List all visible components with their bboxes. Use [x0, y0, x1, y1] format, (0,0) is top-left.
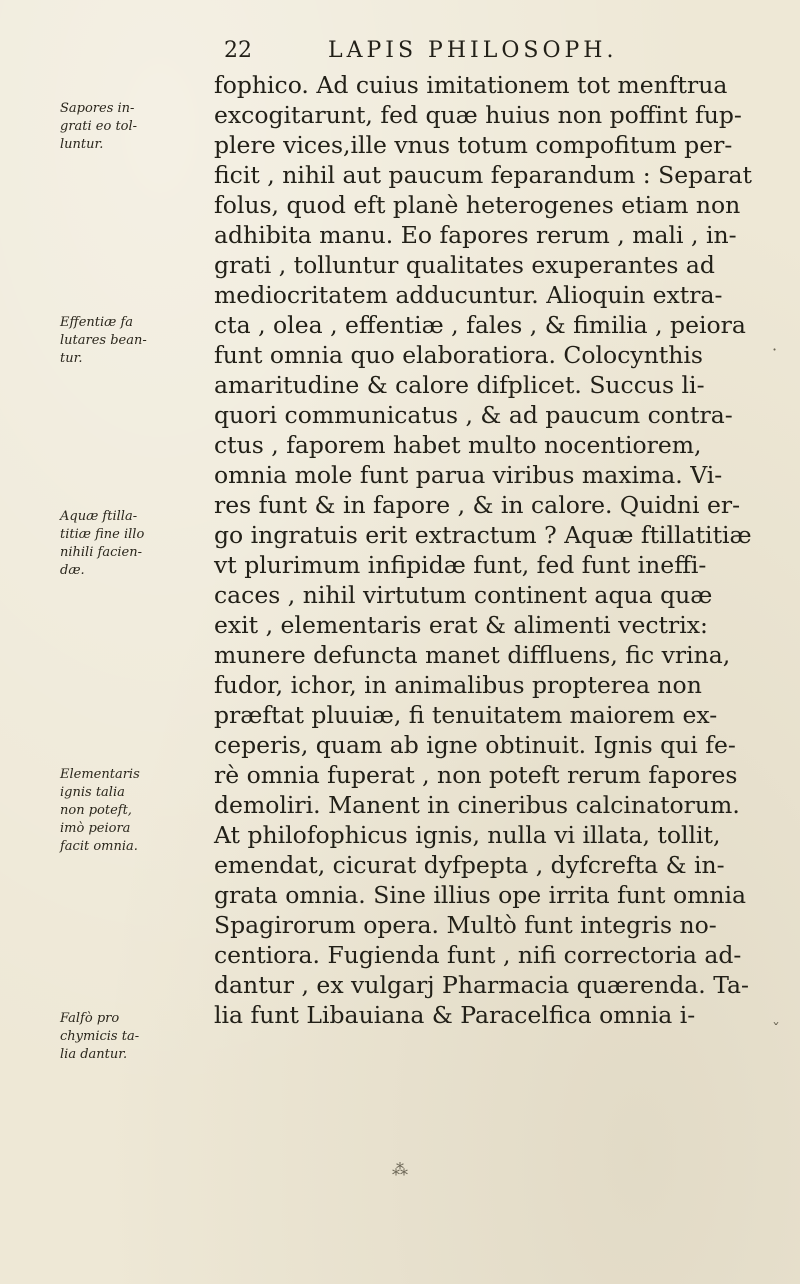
- text-line: mediocritatem adducuntur. Alioquin extra-: [214, 281, 723, 309]
- text-line: fudor, ichor, in animalibus propterea non: [214, 671, 702, 699]
- text-line: caces , nihil virtutum continent aqua quæ: [214, 581, 713, 609]
- text-line: cta , olea , effentiæ , fales , & fimilia , peiora: [214, 311, 746, 339]
- margin-note-line: nihili facien-: [60, 545, 142, 560]
- text-line: fophico. Ad cuius imitationem tot menftrua: [214, 71, 728, 99]
- text-line: emendat, cicurat dyfpepta , dyfcrefta & in-: [214, 851, 725, 879]
- margin-note-line: luntur.: [60, 137, 104, 152]
- text-line: grata omnia. Sine illius ope irrita funt omnia: [214, 881, 747, 909]
- margin-note: [60, 508, 210, 580]
- text-line: grati , tolluntur qualitates exuperantes ad: [214, 251, 715, 279]
- text-line: lia funt Libauiana & Paracelfica omnia i-: [214, 1001, 696, 1029]
- margin-note-line: Aquæ ftilla-: [60, 509, 138, 524]
- text-line: res funt & in fapore , & in calore. Quidni er-: [214, 491, 741, 519]
- margin-note-line: Elementaris: [60, 767, 140, 782]
- text-line: demoliri. Manent in cineribus calcinatorum.: [214, 791, 740, 819]
- text-line: plere vices,ille vnus totum compofitum per-: [214, 131, 733, 159]
- text-line: ceperis, quam ab igne obtinuit. Ignis qui fe-: [214, 731, 736, 759]
- margin-note-line: Sapores in-: [60, 101, 135, 116]
- text-line: præftat pluuiæ, fi tenuitatem maiorem ex-: [214, 701, 718, 729]
- text-line: omnia mole funt parua viribus maxima. Vi-: [214, 461, 723, 489]
- margin-note-line: tur.: [60, 351, 83, 366]
- margin-note-line: lutares bean-: [60, 333, 147, 348]
- margin-note-line: ignis talia: [60, 785, 125, 800]
- text-line: exit , elementaris erat & alimenti vectrix:: [214, 611, 708, 639]
- text-line: folus, quod eft planè heterogenes etiam non: [214, 191, 741, 219]
- text-line: Spagirorum opera. Multò funt integris no-: [214, 911, 717, 939]
- text-line: adhibita manu. Eo fapores rerum , mali , in-: [214, 221, 737, 249]
- margin-note-line: lia dantur.: [60, 1047, 128, 1062]
- text-line: ctus , faporem habet multo nocentiorem,: [214, 431, 702, 459]
- text-line: centiora. Fugienda funt , nifi correctoria ad-: [214, 941, 742, 969]
- text-line: amaritudine & calore difplicet. Succus li-: [214, 371, 705, 399]
- margin-note: [60, 1010, 210, 1064]
- text-line: excogitarunt, fed quæ huius non poffint fup-: [214, 101, 742, 129]
- margin-note-line: grati eo tol-: [60, 119, 138, 134]
- margin-note-line: dæ.: [60, 563, 85, 578]
- text-line: munere defuncta manet diffluens, fic vrina,: [214, 641, 731, 669]
- margin-note-line: chymicis ta-: [60, 1029, 140, 1044]
- text-line: rè omnia fuperat , non poteft rerum fapores: [214, 761, 738, 789]
- margin-note-line: Falfò pro: [60, 1011, 120, 1026]
- margin-note: [60, 100, 210, 154]
- text-line: quori communicatus , & ad paucum contra-: [214, 401, 733, 429]
- margin-note: [60, 766, 210, 856]
- text-line: go ingratuis erit extractum ? Aquæ ftillatitiæ: [214, 521, 752, 549]
- text-line: vt plurimum infipidæ funt, fed funt ineffi-: [214, 551, 707, 579]
- margin-note: [60, 314, 210, 368]
- stray-ink-mark: ⁂: [392, 1160, 408, 1179]
- margin-note-line: Effentiæ fa: [60, 315, 134, 330]
- running-header: [224, 38, 744, 68]
- text-line: funt omnia quo elaboratiora. Colocynthis: [214, 341, 703, 369]
- text-line: ficit , nihil aut paucum feparandum : Separat: [214, 161, 752, 189]
- stray-ink-mark: ˇ: [772, 1020, 780, 1039]
- text-line: At philofophicus ignis, nulla vi illata, tollit,: [214, 821, 721, 849]
- running-title: LAPIS PHILOSOPH.: [328, 38, 618, 63]
- page-number: 22: [224, 38, 252, 63]
- margin-note-line: facit omnia.: [60, 839, 138, 854]
- margin-note-line: non poteft,: [60, 803, 132, 818]
- margin-note-line: imò peiora: [60, 821, 131, 836]
- text-line: dantur , ex vulgarj Pharmacia quærenda. Ta-: [214, 971, 749, 999]
- margin-note-line: titiæ fine illo: [60, 527, 145, 542]
- stray-ink-mark: ·: [772, 340, 778, 359]
